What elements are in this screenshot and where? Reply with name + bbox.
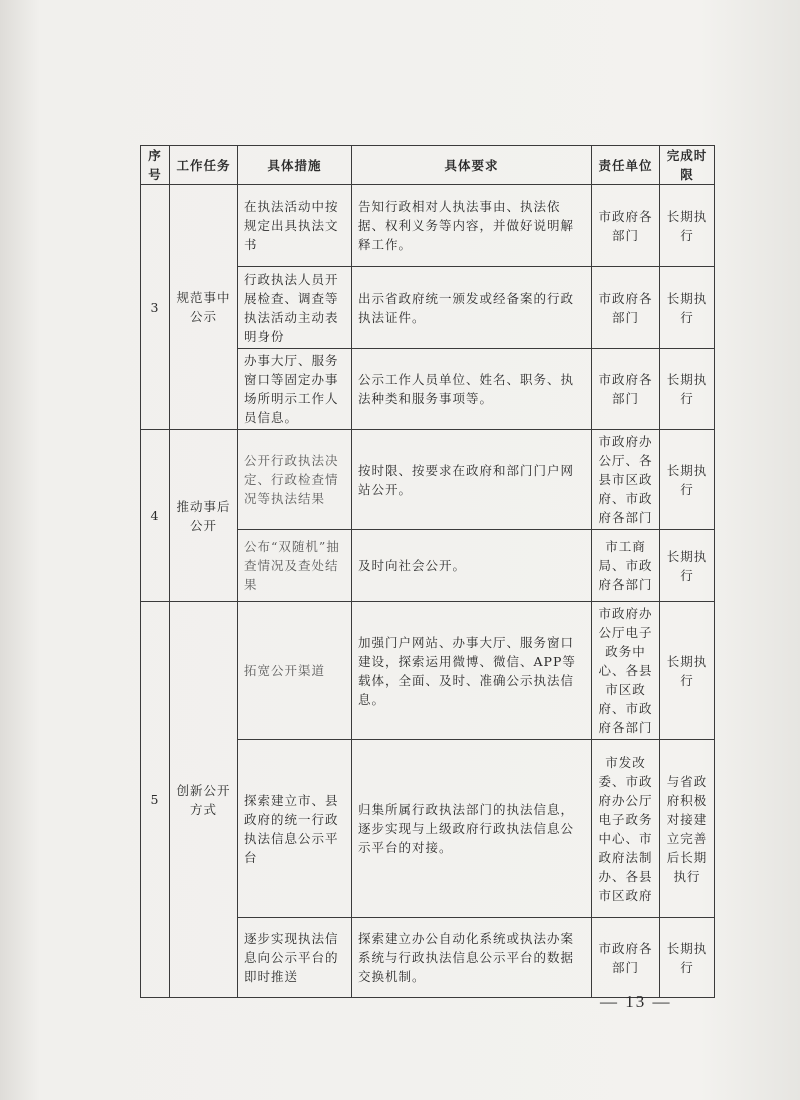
row-task: 创新公开方式 (170, 602, 238, 998)
row-index: 3 (141, 185, 170, 430)
row-task: 规范事中公示 (170, 185, 238, 430)
header-deadline: 完成时限 (660, 146, 715, 185)
row-requirement: 出示省政府统一颁发或经备案的行政执法证件。 (352, 267, 592, 349)
row-index: 4 (141, 430, 170, 602)
row-deadline: 长期执行 (660, 602, 715, 740)
row-requirement: 公示工作人员单位、姓名、职务、执法种类和服务事项等。 (352, 349, 592, 430)
task-table (140, 145, 715, 998)
row-unit: 市政府各部门 (592, 918, 660, 998)
row-measure: 探索建立市、县政府的统一行政执法信息公示平台 (238, 740, 352, 918)
row-unit: 市政府各部门 (592, 267, 660, 349)
row-measure: 在执法活动中按规定出具执法文书 (238, 185, 352, 267)
row-deadline: 长期执行 (660, 349, 715, 430)
row-deadline: 长期执行 (660, 267, 715, 349)
row-unit: 市政府办公厅电子政务中心、各县市区政府、市政府各部门 (592, 602, 660, 740)
row-index: 5 (141, 602, 170, 998)
page-number: — 13 — (600, 992, 672, 1011)
row-measure: 拓宽公开渠道 (238, 602, 352, 740)
row-unit: 市政府各部门 (592, 185, 660, 267)
row-requirement: 告知行政相对人执法事由、执法依据、权利义务等内容，并做好说明解释工作。 (352, 185, 592, 267)
row-deadline: 与省政府积极对接建立完善后长期执行 (660, 740, 715, 918)
row-measure: 行政执法人员开展检查、调查等执法活动主动表明身份 (238, 267, 352, 349)
row-deadline: 长期执行 (660, 918, 715, 998)
table-header-row (141, 146, 715, 185)
row-measure: 公开行政执法决定、行政检查情况等执法结果 (238, 430, 352, 530)
table-row (141, 602, 715, 740)
row-requirement: 归集所属行政执法部门的执法信息，逐步实现与上级政府行政执法信息公示平台的对接。 (352, 740, 592, 918)
row-measure: 办事大厅、服务窗口等固定办事场所明示工作人员信息。 (238, 349, 352, 430)
row-deadline: 长期执行 (660, 430, 715, 530)
row-requirement: 及时向社会公开。 (352, 530, 592, 602)
row-deadline: 长期执行 (660, 185, 715, 267)
row-measure: 逐步实现执法信息向公示平台的即时推送 (238, 918, 352, 998)
row-requirement: 探索建立办公自动化系统或执法办案系统与行政执法信息公示平台的数据交换机制。 (352, 918, 592, 998)
header-unit: 责任单位 (592, 146, 660, 185)
row-unit: 市政府办公厅、各县市区政府、市政府各部门 (592, 430, 660, 530)
header-requirement: 具体要求 (352, 146, 592, 185)
row-task: 推动事后公开 (170, 430, 238, 602)
header-task: 工作任务 (170, 146, 238, 185)
row-requirement: 按时限、按要求在政府和部门门户网站公开。 (352, 430, 592, 530)
row-unit: 市工商局、市政府各部门 (592, 530, 660, 602)
row-requirement: 加强门户网站、办事大厅、服务窗口建设，探索运用微博、微信、APP等载体，全面、及时、准确公示执法信息。 (352, 602, 592, 740)
row-measure: 公布“双随机”抽查情况及查处结果 (238, 530, 352, 602)
header-index: 序号 (141, 146, 170, 185)
row-deadline: 长期执行 (660, 530, 715, 602)
header-measure: 具体措施 (238, 146, 352, 185)
row-unit: 市政府各部门 (592, 349, 660, 430)
table-row (141, 185, 715, 267)
row-unit: 市发改委、市政府办公厅电子政务中心、市政府法制办、各县市区政府 (592, 740, 660, 918)
table-row (141, 430, 715, 530)
